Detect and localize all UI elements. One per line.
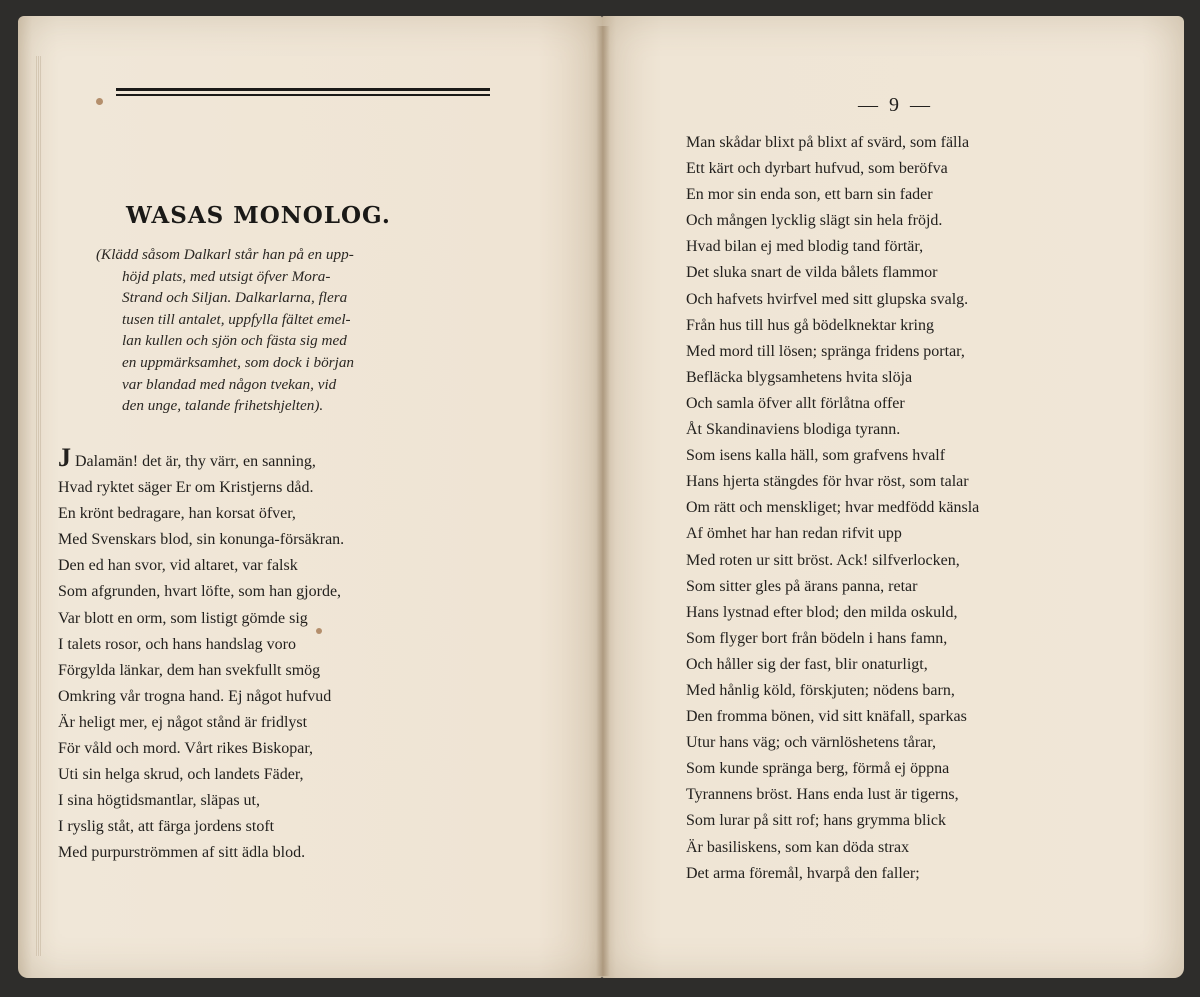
verse-line: Om rätt och menskliget; hvar medfödd känsla <box>686 499 980 517</box>
verse-line: Det arma föremål, hvarpå den faller; <box>686 864 920 882</box>
verse-line-text: Dalamän! det är, thy värr, en sanning, <box>75 453 316 470</box>
verse-line: Ett kärt och dyrbart hufvud, som beröfva <box>686 160 948 178</box>
verse-line: Hvad bilan ej med blodig tand förtär, <box>686 238 924 256</box>
stage-direction <box>96 244 476 417</box>
stage-direction-line: en uppmärksamhet, som dock i början <box>122 353 355 371</box>
left-page <box>18 16 602 978</box>
verse-line: I sina högtidsmantlar, släpas ut, <box>58 792 260 810</box>
verse-line: Den ed han svor, vid altaret, var falsk <box>58 557 298 575</box>
verse-line: Som sitter gles på ärans panna, retar <box>686 577 918 595</box>
verse-line: Med roten ur sitt bröst. Ack! silfverlocken, <box>686 551 960 569</box>
verse-line: Är heligt mer, ej något stånd är fridlyst <box>58 713 308 731</box>
verse-line: Var blott en orm, som listigt gömde sig <box>58 609 308 627</box>
page-number: — 9 — <box>858 94 933 116</box>
verse-block <box>686 130 979 887</box>
stage-direction-line: höjd plats, med utsigt öfver Mora- <box>122 267 331 285</box>
verse-line: En mor sin enda son, ett barn sin fader <box>686 186 933 204</box>
book-gutter <box>596 26 610 976</box>
verse-line: Med Svenskars blod, sin konunga-försäkran. <box>58 531 345 549</box>
verse-line: Hans lystnad efter blod; den milda oskuld, <box>686 603 958 621</box>
open-book <box>18 16 1184 978</box>
verse-line: Med purpurströmmen af sitt ädla blod. <box>58 844 306 862</box>
poem-title: WASAS MONOLOG. <box>126 202 391 229</box>
drop-cap: J <box>58 443 71 472</box>
stage-direction-line: lan kullen och sjön och fästa sig med <box>122 332 347 350</box>
verse-line: Som flyger bort från bödeln i hans famn, <box>686 629 948 647</box>
verse-line: Uti sin helga skrud, och landets Fäder, <box>58 766 304 784</box>
verse-line: Omkring vår trogna hand. Ej något hufvud <box>58 687 332 705</box>
verse-line: För våld och mord. Vårt rikes Biskopar, <box>58 740 314 758</box>
verse-line: Är basiliskens, som kan döda strax <box>686 838 910 856</box>
verse-line: Med mord till lösen; spränga fridens portar, <box>686 342 965 360</box>
header-rule-top <box>116 88 490 91</box>
verse-line: Och hafvets hvirfvel med sitt glupska svalg. <box>686 290 969 308</box>
verse-line: Åt Skandinaviens blodiga tyrann. <box>686 421 901 439</box>
verse-line: Hvad ryktet säger Er om Kristjerns dåd. <box>58 479 314 497</box>
verse-line: Utur hans väg; och värnlöshetens tårar, <box>686 734 936 752</box>
verse-line: Som isens kalla häll, som grafvens hvalf <box>686 447 946 465</box>
verse-line: Af ömhet har han redan rifvit upp <box>686 525 902 543</box>
verse-line: Förgylda länkar, dem han svekfullt smög <box>58 661 321 679</box>
verse-block <box>58 443 345 867</box>
verse-line: Hans hjerta stängdes för hvar röst, som talar <box>686 473 969 491</box>
verse-line: Som afgrunden, hvart löfte, som han gjorde, <box>58 583 342 601</box>
verse-line: Den fromma bönen, vid sitt knäfall, sparkas <box>686 708 967 726</box>
verse-line: En krönt bedragare, han korsat öfver, <box>58 505 296 523</box>
verse-line <box>58 443 344 475</box>
stage-direction-line: tusen till antalet, uppfylla fältet emel- <box>122 310 351 328</box>
verse-line: Tyrannens bröst. Hans enda lust är tigerns, <box>686 786 959 804</box>
page-edge-stack <box>36 56 42 956</box>
verse-line: Från hus till hus gå bödelknektar kring <box>686 316 934 334</box>
foxing-spot <box>96 98 103 105</box>
verse-line: I talets rosor, och hans handslag voro <box>58 635 296 653</box>
verse-line: Och håller sig der fast, blir onaturligt, <box>686 655 928 673</box>
header-rule-bottom <box>116 94 490 96</box>
verse-line: Med hånlig köld, förskjuten; nödens barn, <box>686 681 955 699</box>
verse-line: I ryslig ståt, att färga jordens stoft <box>58 818 275 836</box>
verse-line: Som lurar på sitt rof; hans grymma blick <box>686 812 946 830</box>
stage-direction-line: var blandad med någon tvekan, vid <box>122 375 337 393</box>
verse-line: Och mången lycklig slägt sin hela fröjd. <box>686 212 943 230</box>
stage-direction-line: Strand och Siljan. Dalkarlarna, flera <box>122 289 348 307</box>
stage-direction-line: (Klädd såsom Dalkarl står han på en upp- <box>96 246 354 263</box>
verse-line: Befläcka blygsamhetens hvita slöja <box>686 368 913 386</box>
stage-direction-line: den unge, talande frihetshjelten). <box>122 397 324 415</box>
verse-line: Och samla öfver allt förlåtna offer <box>686 394 905 412</box>
verse-line: Det sluka snart de vilda bålets flammor <box>686 264 938 282</box>
verse-line: Som kunde spränga berg, förmå ej öppna <box>686 760 950 778</box>
verse-line: Man skådar blixt på blixt af svärd, som fälla <box>686 134 970 151</box>
